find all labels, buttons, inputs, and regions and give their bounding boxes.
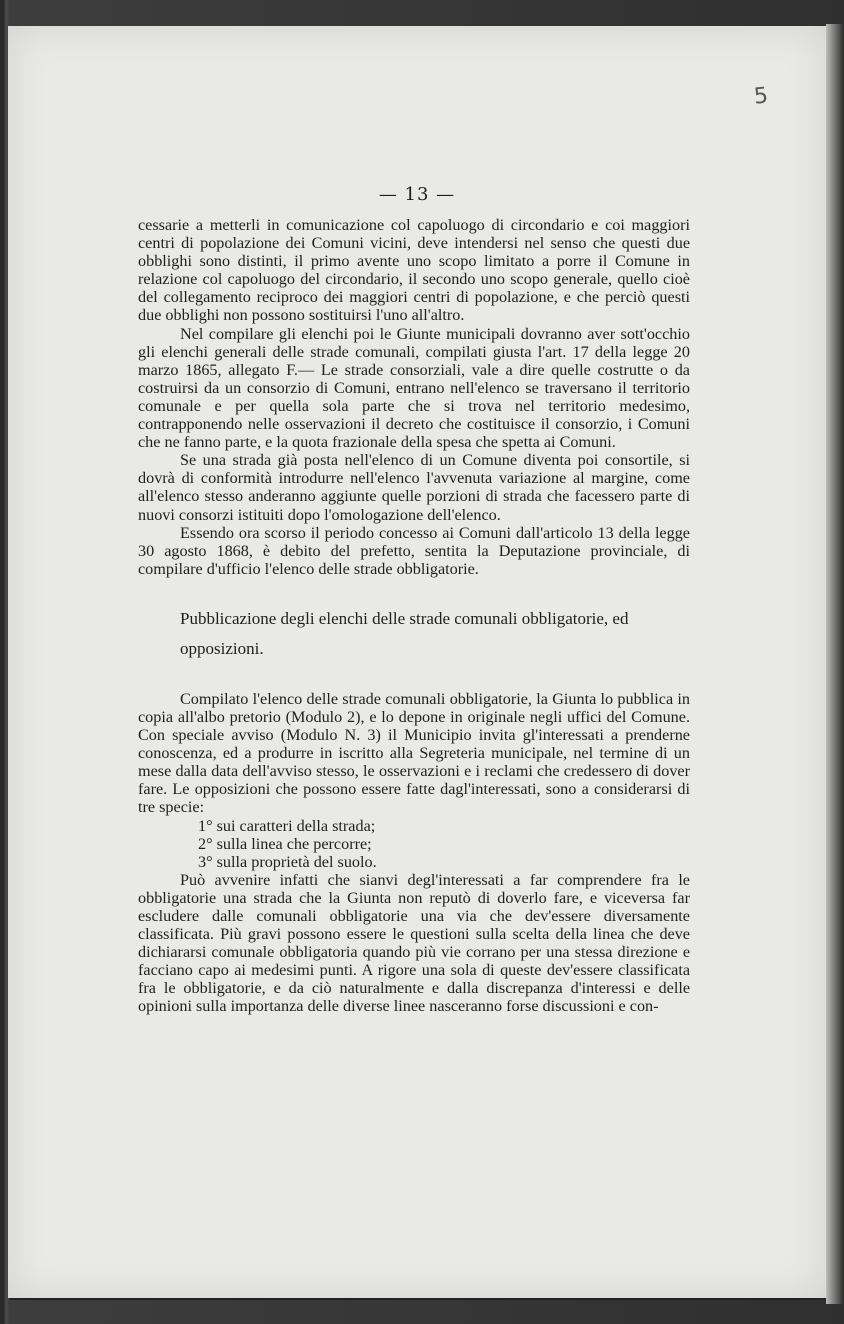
paragraph-continued: cessarie a metterli in comunicazione col capoluogo di circondario e coi maggiori centri di popolazione dei Comuni vicini, deve intendersi nel senso che questi due obblighi sono distinti, il primo avente uno scopo limitato a porre il Comune in relazione col capoluogo del circondario, il secondo uno scopo generale, quello cioè del collegamento reciproco dei maggiori centri di popolazione, e che perciò questi due obblighi non possono sostituirsi l'uno all'altro. xyxy=(138,216,690,325)
paragraph-elenchi: Nel compilare gli elenchi poi le Giunte municipali dovranno aver sott'occhio gli elenchi generali delle strade comunali, compilati giusta l'art. 17 della legge 20 marzo 1865, allegato F.— Le strade consorziali, vale a dire quelle costrutte o da costruirsi da un consorzio di Comuni, entrano nell'elenco se traversano il territorio comunale e per quella sola parte che si trova nel territorio medesimo, contrapponendo nelle osservazioni il decreto che costituisce il consorzio, i Comuni che ne fanno parte, e la quota frazionale della spesa che spetta ai Comuni. xyxy=(138,324,690,452)
section-heading: Pubblicazione degli elenchi delle strade comunali obbligatorie, ed opposizioni. xyxy=(180,608,629,658)
handwritten-corner-mark: 5 xyxy=(752,83,770,110)
body-text xyxy=(138,216,690,1016)
paragraph-prefetto: Essendo ora scorso il periodo concesso ai Comuni dall'articolo 13 della legge 30 agosto 1868, è debito del prefetto, sentita la Deputazione provinciale, di compilare d'ufficio l'elenco delle strade obbligatorie. xyxy=(138,523,690,578)
paragraph-pubblicazione: Compilato l'elenco delle strade comunali obbligatorie, la Giunta lo pubblica in copia all'albo pretorio (Modulo 2), e lo depone in originale negli uffici del Comune. Con speciale avviso (Modulo N. 3) il Municipio invita gl'interessati a prenderne conoscenza, ed a produrre in iscritto alla Segreteria municipale, nel termine di un mese dalla data dell'avviso stesso, le osservazioni e i reclami che credessero di dover fare. Le opposizioni che possono essere fatte dagl'interessati, sono a considerarsi di tre specie: xyxy=(138,689,690,817)
scan-edge-shadow xyxy=(826,24,844,1304)
list-item: 2° sulla linea che percorre; xyxy=(198,834,372,853)
list-item: 1° sui caratteri della strada; xyxy=(198,816,376,835)
paper-sheet xyxy=(8,26,826,1298)
page-number: — 13 — xyxy=(378,184,456,205)
paragraph-consortile: Se una strada già posta nell'elenco di un Comune diventa poi consortile, si dovrà di conformità introdurre nell'elenco l'avvenuta variazione al margine, come all'elenco stesso anderanno aggiunte quelle porzioni di strada che facessero parte di nuovi consorzi istituiti dopo l'omologazione dell'elenco. xyxy=(138,451,690,524)
list-item: 3° sulla proprietà del suolo. xyxy=(198,852,377,871)
opposition-types-list xyxy=(138,817,690,871)
paragraph-questioni: Può avvenire infatti che sianvi degl'interessati a far comprendere fra le obbligatorie una strada che la Giunta non reputò di doverlo fare, e viceversa far escludere dalle comunali obbligatorie una via che dev'essere diversamente classificata. Più gravi possono essere le questioni sulla scelta della linea che deve dichiararsi comunale obbligatoria quando più vie corrano per una stessa direzione e facciano capo ai medesimi punti. A rigore una sola di queste dev'essere classificata fra le obbligatorie, e da ciò naturalmente e dalla discrepanza d'interessi e delle opinioni sulla importanza delle diverse linee nasceranno forse discussioni e con- xyxy=(138,870,690,1016)
